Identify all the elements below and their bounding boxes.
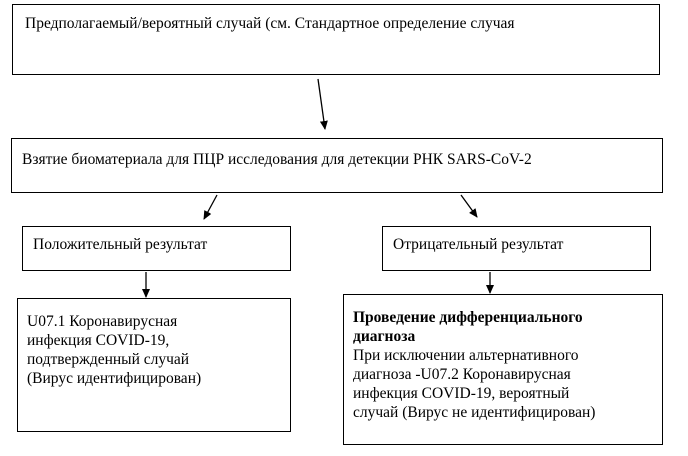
probable-line: инфекция COVID-19, вероятный bbox=[353, 385, 570, 402]
probable-line: диагноза -U07.2 Коронавирусная bbox=[353, 366, 571, 383]
confirmed-line: инфекция COVID-19, bbox=[27, 332, 170, 349]
arrow-sampling-to-positive bbox=[204, 195, 217, 219]
node-negative-result-text: Отрицательный результат bbox=[393, 236, 564, 253]
probable-title-line: Проведение дифференциального bbox=[353, 309, 583, 326]
confirmed-line: (Вирус идентифицирован) bbox=[27, 370, 202, 387]
confirmed-line: подтвержденный случай bbox=[27, 351, 190, 368]
probable-title-line: диагноза bbox=[353, 328, 416, 345]
probable-line: При исключении альтернативного bbox=[353, 347, 579, 364]
probable-line: случай (Вирус не идентифицирован) bbox=[353, 404, 596, 421]
node-positive-result-text: Положительный результат bbox=[33, 236, 208, 253]
confirmed-line: U07.1 Коронавирусная bbox=[27, 313, 178, 330]
arrow-sampling-to-negative bbox=[461, 195, 477, 217]
node-pcr-sampling bbox=[11, 138, 663, 193]
node-suspected-case bbox=[12, 4, 660, 75]
node-pcr-sampling-text: Взятие биоматериала для ПЦР исследования для детекции РНК SARS-CoV-2 bbox=[22, 151, 532, 168]
arrow-suspected-to-sampling bbox=[318, 79, 325, 129]
node-probable-case bbox=[343, 294, 663, 445]
node-negative-result bbox=[382, 226, 651, 271]
node-confirmed-case bbox=[17, 298, 291, 432]
node-positive-result bbox=[22, 226, 291, 271]
node-suspected-case-text: Предполагаемый/вероятный случай (см. Стандартное определение случая bbox=[25, 15, 515, 32]
